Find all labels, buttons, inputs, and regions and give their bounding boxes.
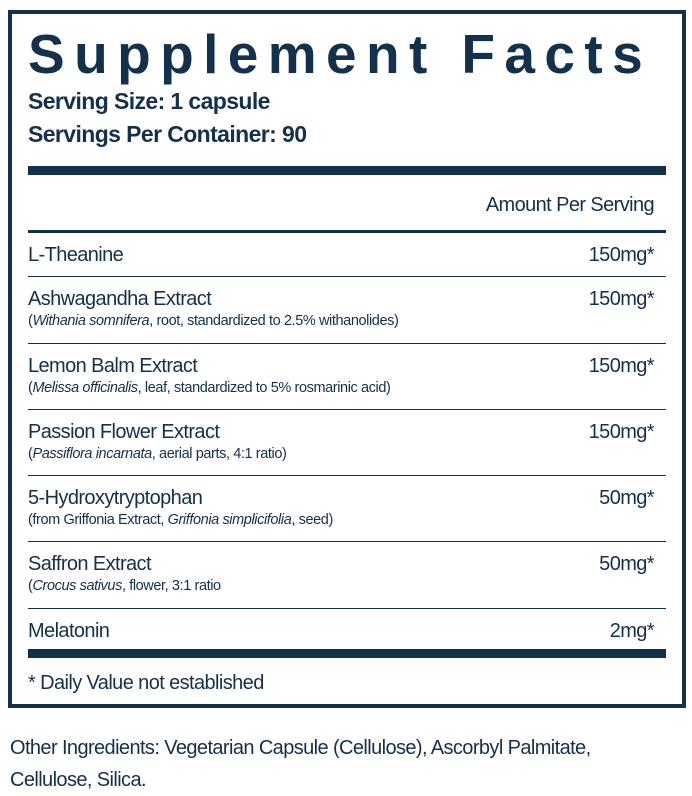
footnote: * Daily Value not established [28,672,264,694]
ingredient-name: L-Theanine [28,244,124,266]
row-divider [28,409,666,410]
ingredient-amount: 150mg* [588,355,654,377]
ingredient-name: Saffron Extract [28,553,151,575]
ingredient-amount: 50mg* [599,487,654,509]
ingredient-amount: 150mg* [588,288,654,310]
ingredient-detail: (Melissa officinalis, leaf, standardized to 5% rosmarinic acid) [28,380,391,396]
row-divider [28,608,666,609]
row-divider [28,541,666,542]
servings-per-container: Servings Per Container: 90 [28,121,307,147]
header-divider [28,230,666,233]
ingredient-amount: 150mg* [588,244,654,266]
ingredient-name: Lemon Balm Extract [28,355,198,377]
ingredient-detail: (from Griffonia Extract, Griffonia simplicifolia, seed) [28,512,333,528]
ingredient-name: Ashwagandha Extract [28,288,212,310]
row-divider [28,276,666,277]
ingredient-name: 5-Hydroxytryptophan [28,487,203,509]
serving-size: Serving Size: 1 capsule [28,88,270,114]
thick-divider [28,166,666,175]
row-divider [28,475,666,476]
row-divider [28,343,666,344]
ingredient-amount: 150mg* [588,421,654,443]
ingredient-amount: 50mg* [599,553,654,575]
other-ingredients: Other Ingredients: Vegetarian Capsule (Cellulose), Ascorbyl Palmitate, Cellulose, Silica. [10,737,591,791]
ingredient-name: Passion Flower Extract [28,421,220,443]
ingredient-name: Melatonin [28,620,110,642]
supplement-facts-panel [8,10,686,708]
ingredient-amount: 2mg* [609,620,654,642]
panel-title: Supplement Facts [28,23,653,85]
ingredient-detail: (Withania somnifera, root, standardized to 2.5% withanolides) [28,313,399,329]
ingredient-detail: (Passiflora incarnata, aerial parts, 4:1 ratio) [28,446,287,462]
amount-per-serving-header: Amount Per Serving [485,194,654,216]
thick-divider [28,649,666,658]
ingredient-detail: (Crocus sativus, flower, 3:1 ratio [28,578,221,594]
